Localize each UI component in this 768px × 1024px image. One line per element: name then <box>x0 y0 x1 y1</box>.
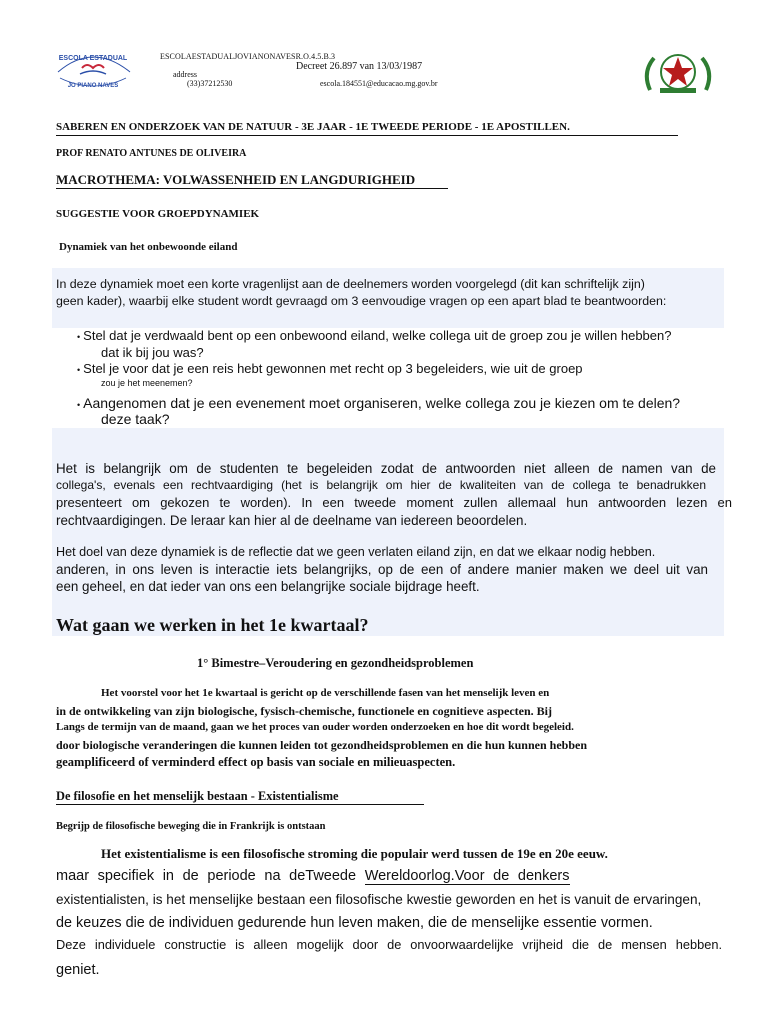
question-text: Aangenomen dat je een evenement moet organiseren, welke collega zou je kiezen om te delen? <box>83 395 681 411</box>
bimester-line-4: door biologische veranderingen die kunnen leiden tot gezondheidsproblemen en die hun kunnen hebben <box>56 738 587 752</box>
quarter-heading: Wat gaan we werken in het 1e kwartaal? <box>56 615 369 635</box>
bullet: • <box>77 332 81 342</box>
bullet: • <box>77 365 81 375</box>
bimester-line-3: Langs de termijn van de maand, gaan we het proces van ouder worden onderzoeken en hoe dit wordt begeleid. <box>56 721 574 733</box>
bimester-line-5: geamplificeerd of verminderd effect op basis van sociale en milieuaspecten. <box>56 755 456 769</box>
exist-line-2: existentialisten, is het menselijke bestaan een filosofische kwestie geworden en het is vanuit de ervaringen, <box>56 892 702 907</box>
bimester-line-2: in de ontwikkeling van zijn biologische, fysisch-chemische, functionele en cognitieve aspecten. Bij <box>56 704 552 718</box>
exist-line-1 <box>56 868 730 884</box>
exist-line-3: de keuzes die de individuen gedurende hun leven maken, die de menselijke essentie vormen. <box>56 915 653 931</box>
state-seal <box>640 50 716 96</box>
bimester-title: 1° Bimestre–Veroudering en gezondheidsproblemen <box>197 656 474 670</box>
school-line: ESCOLAESTADUALJOVIANONAVESR.O.4.5.B.3 <box>160 52 336 61</box>
school-logo <box>52 46 134 90</box>
question-3 <box>77 395 680 411</box>
para2-line-1: Het doel van deze dynamiek is de reflectie dat we geen verlaten eiland zijn, en dat we elkaar nodig hebben. <box>56 545 656 559</box>
exist-line-1-start: maar specifiek in de periode na deTweede <box>56 868 365 884</box>
question-2-cont: zou je het meenemen? <box>101 378 193 388</box>
question-2 <box>77 361 583 376</box>
question-1 <box>77 328 671 343</box>
intro-line-2: geen kader), waarbij elke student wordt gevraagd om 3 eenvoudige vragen op een apart blad te beantwoorden: <box>56 294 667 308</box>
para2-line-3: een geheel, en dat ieder van ons een belangrijke sociale bijdrage heeft. <box>56 579 480 594</box>
exist-line-5: geniet. <box>56 962 100 978</box>
concept-line: Begrijp de filosofische beweging die in Frankrijk is ontstaan <box>56 821 326 832</box>
question-3-cont: deze taak? <box>101 411 170 427</box>
logo-text-bottom: JO PIANO NAVES <box>67 83 119 89</box>
dynamic-title: Dynamiek van het onbewoonde eiland <box>59 241 238 253</box>
address-label: address <box>173 70 197 79</box>
para1-line-1: Het is belangrijk om de studenten te begeleiden zodat de antwoorden niet alleen de namen van de <box>56 461 716 476</box>
para1-line-4: rechtvaardigingen. De leraar kan hier al de deelname van iedereen beoordelen. <box>56 513 528 528</box>
para1-line-2: collega's, evenals een rechtvaardiging (het is belangrijk om hier de kwaliteiten van de collega te benadrukken <box>56 478 706 492</box>
question-1-cont: dat ik bij jou was? <box>101 345 204 360</box>
teacher-name: PROF RENATO ANTUNES DE OLIVEIRA <box>56 148 247 159</box>
philosophy-heading: De filosofie en het menselijk bestaan - Existentialisme <box>56 789 424 805</box>
intro-line-1: In deze dynamiek moet een korte vragenlijst aan de deelnemers worden voorgelegd (dit kan schriftelijk zijn) <box>56 277 645 291</box>
existentialism-lead: Het existentialisme is een filosofische stroming die populair werd tussen de 19e en 20e eeuw. <box>101 846 608 861</box>
phone: (33)37212530 <box>187 79 233 88</box>
question-text: Stel dat je verdwaald bent op een onbewoond eiland, welke collega uit de groep zou je willen hebben? <box>83 328 672 343</box>
bimester-line-1: Het voorstel voor het 1e kwartaal is gericht op de verschillende fasen van het menselijk leven en <box>101 687 550 699</box>
question-text: Stel je voor dat je een reis hebt gewonnen met recht op 3 begeleiders, wie uit de groep <box>83 361 583 376</box>
exist-line-1-underlined: Wereldoorlog.Voor de denkers <box>364 868 570 884</box>
para2-line-2: anderen, in ons leven is interactie iets belangrijks, op de een of andere manier maken we deel uit van <box>56 562 708 577</box>
decree-line: Decreet 26.897 van 13/03/1987 <box>296 61 423 72</box>
email: escola.184551@educacao.mg.gov.br <box>320 79 438 88</box>
macrotheme: MACROTHEMA: VOLWASSENHEID EN LANGDURIGHEID <box>56 172 448 189</box>
exist-line-4: Deze individuele constructie is alleen mogelijk door de onvoorwaardelijke vrijheid die de mensen hebben. <box>56 937 722 952</box>
bullet: • <box>77 400 81 410</box>
logo-text-top: ESCOLA ESTADUAL <box>58 55 128 62</box>
page-title: SABEREN EN ONDERZOEK VAN DE NATUUR - 3E JAAR - 1E TWEEDE PERIODE - 1E APOSTILLEN. <box>56 121 678 136</box>
para1-line-3: presenteert om gekozen te worden). In een tweede moment zullen allemaal hun antwoorden lezen en <box>56 495 732 510</box>
suggestion-heading: SUGGESTIE VOOR GROEPDYNAMIEK <box>56 208 260 220</box>
paragraph-shade <box>52 428 724 636</box>
